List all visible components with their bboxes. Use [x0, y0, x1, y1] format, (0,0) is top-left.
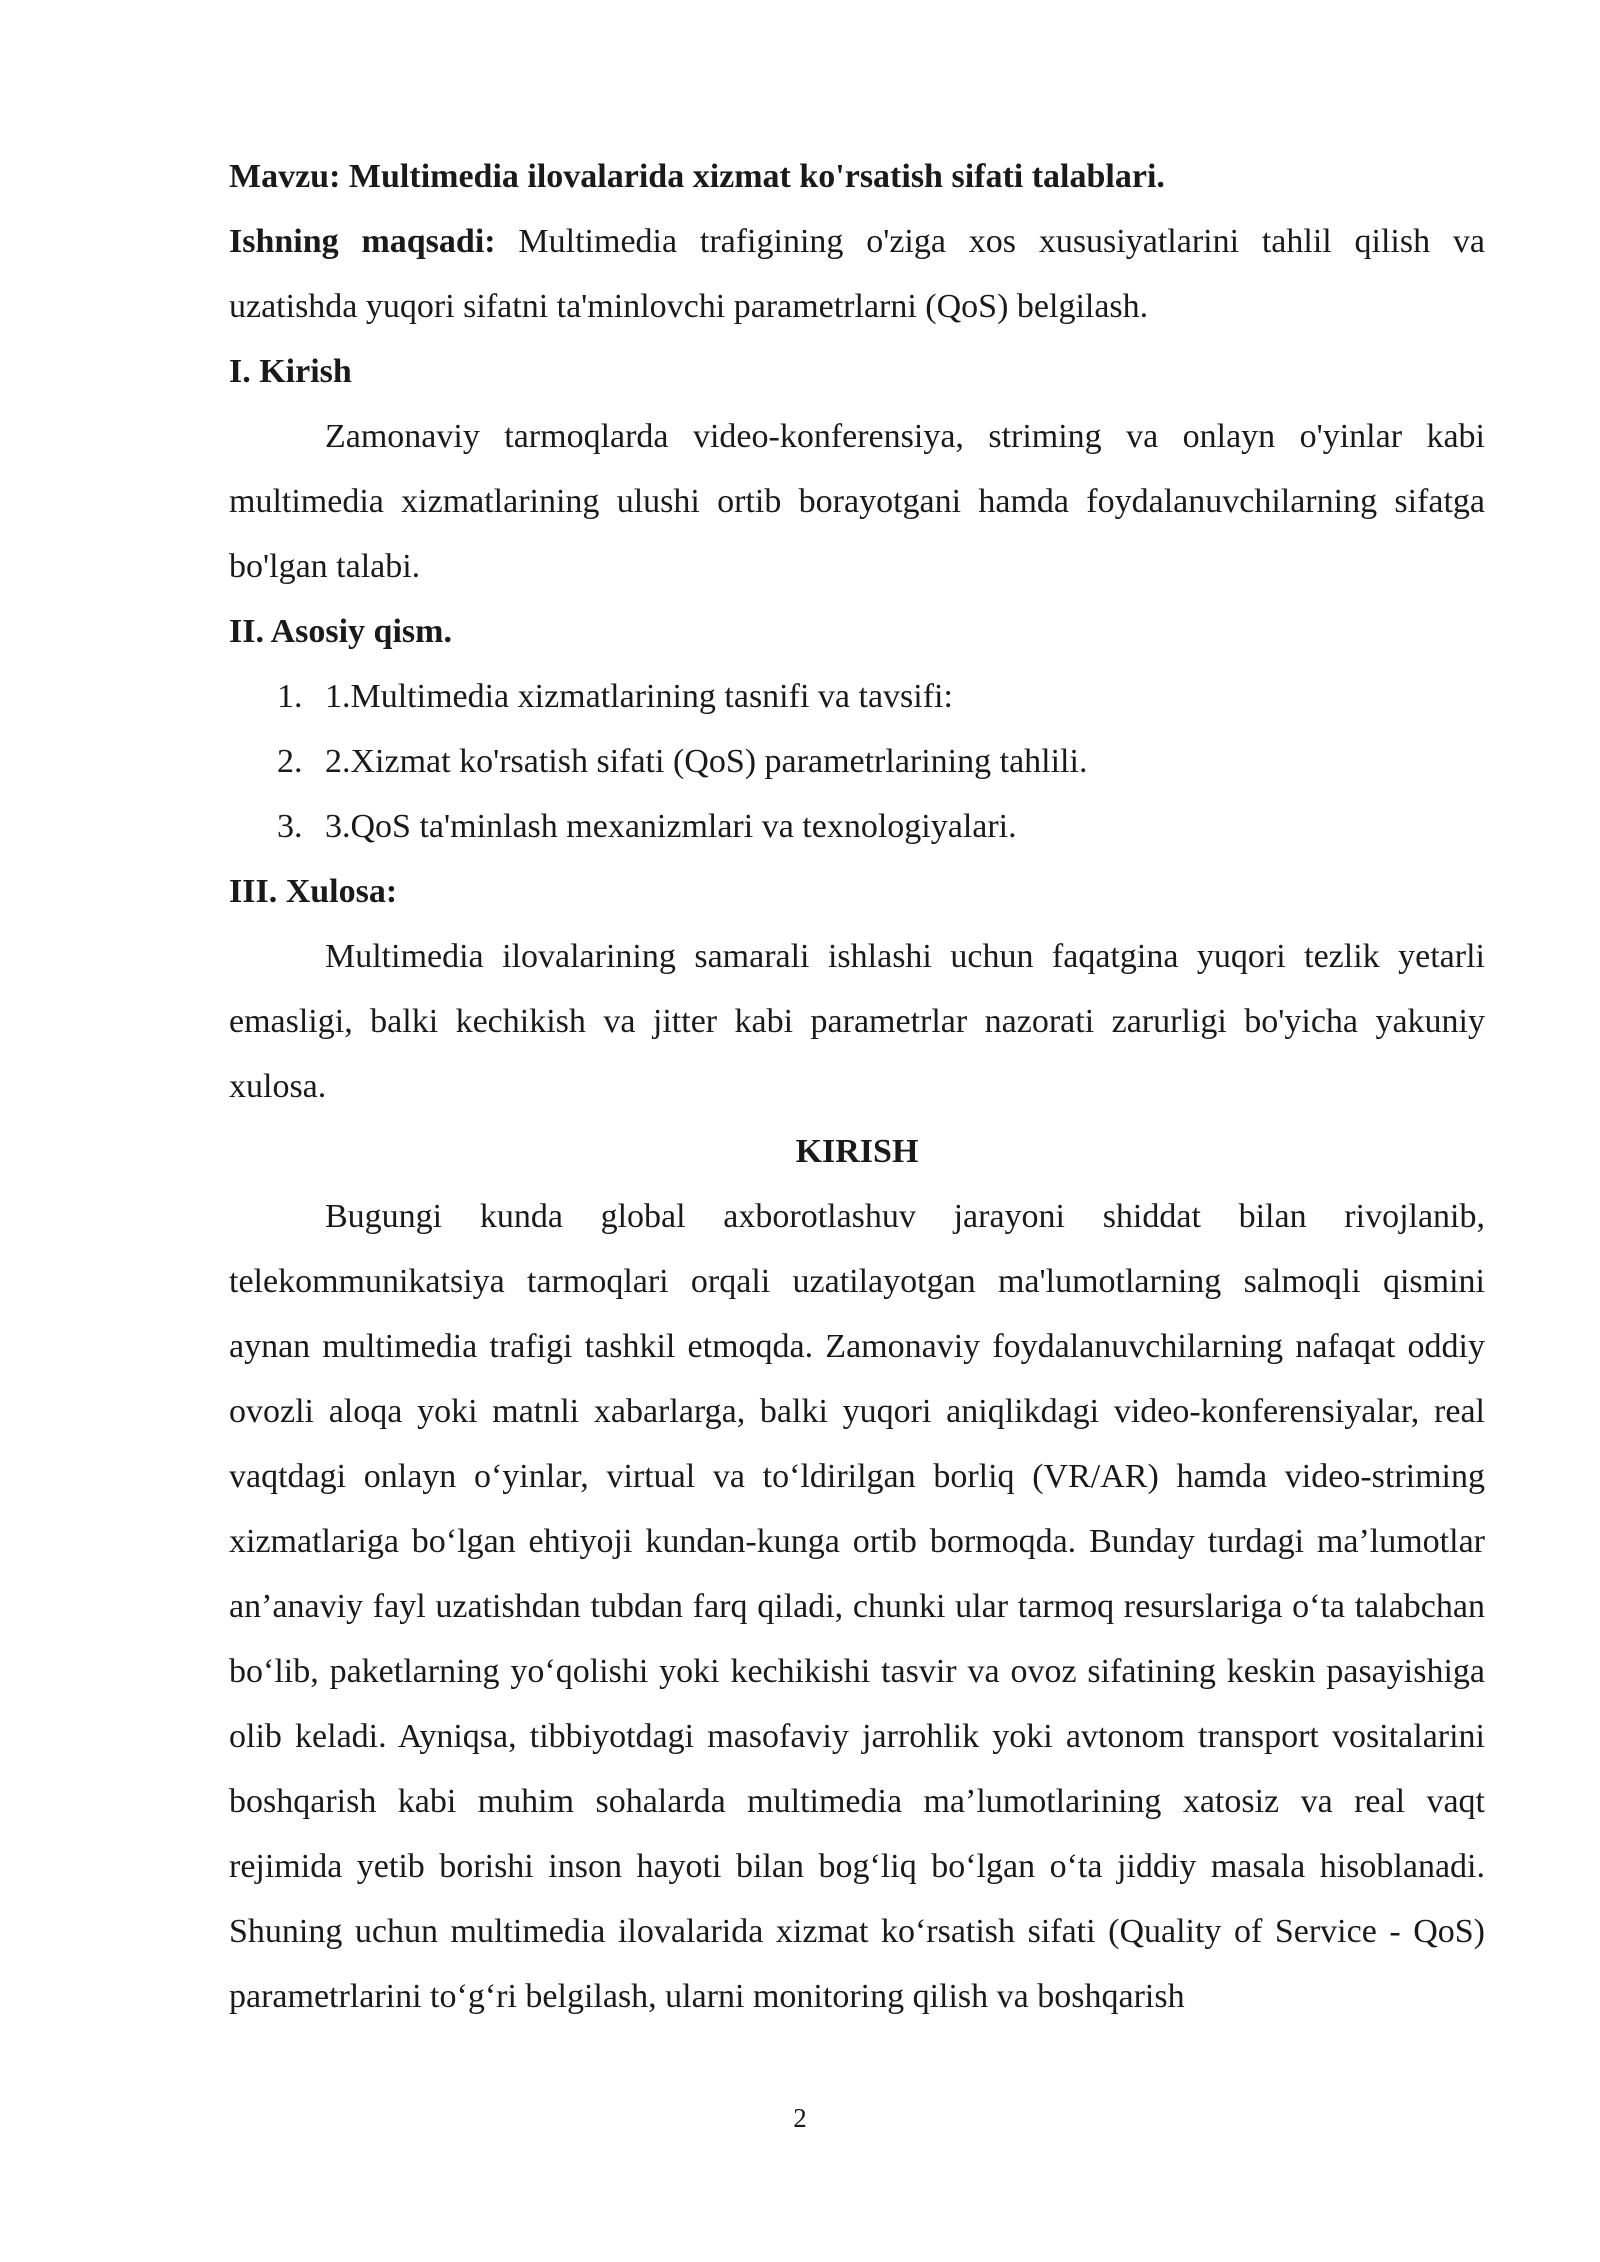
list-item — [229, 729, 1485, 794]
list-item-text: 2.Xizmat ko'rsatish sifati (QoS) parametrlarining tahlili. — [325, 743, 1088, 780]
page-number: 2 — [793, 2103, 807, 2133]
section-title: KIRISH — [795, 1133, 919, 1170]
goal-paragraph — [229, 209, 1485, 339]
list-item-text: 3.QoS ta'minlash mexanizmlari va texnologiyalari. — [325, 808, 1017, 845]
intro-paragraph: Zamonaviy tarmoqlarda video-konferensiya, striming va onlayn o'yinlar kabi multimedia xizmatlarining ulushi ortib borayotgani hamda foydalanuvchilarning sifatga bo'lgan talabi. — [229, 418, 1485, 585]
main-outline-list — [229, 664, 1485, 859]
topic-line — [229, 144, 1485, 209]
main-heading: II. Asosiy qism. — [229, 613, 452, 650]
conclusion-heading: III. Xulosa: — [229, 873, 398, 910]
topic-label: Mavzu: — [229, 158, 341, 195]
list-item-number: 3. — [277, 808, 303, 845]
goal-text: Multimedia trafigining o'ziga xos xususiyatlarini tahlil qilish va uzatishda yuqori sifatni ta'minlovchi parametrlarni (QoS) belgilash. — [229, 223, 1486, 325]
list-item-number: 2. — [277, 743, 303, 780]
list-item-number: 1. — [277, 678, 303, 715]
intro-heading: I. Kirish — [229, 353, 352, 390]
document-page — [229, 144, 1485, 2029]
conclusion-paragraph: Multimedia ilovalarining samarali ishlashi uchun faqatgina yuqori tezlik yetarli emasligi, balki kechikish va jitter kabi parametrlar nazorati zarurligi bo'yicha yakuniy xulosa. — [229, 938, 1485, 1105]
list-item-text: 1.Multimedia xizmatlarining tasnifi va tavsifi: — [325, 678, 953, 715]
list-item — [229, 794, 1485, 859]
list-item — [229, 664, 1485, 729]
section-paragraph: Bugungi kunda global axborotlashuv jarayoni shiddat bilan rivojlanib, telekommunikatsiya tarmoqlari orqali uzatilayotgan ma'lumotlarning salmoqli qismini aynan multimedia trafigi tashkil etmoqda. Zamonaviy foydalanuvchilarning nafaqat oddiy ovozli aloqa yoki matnli xabarlarga, balki yuqori aniqlikdagi video-konferensiyalar, real vaqtdagi onlayn o‘yinlar, virtual va to‘ldirilgan borliq (VR/AR) hamda video-striming xizmatlariga bo‘lgan ehtiyoji kundan-kunga ortib bormoqda. Bunday turdagi ma’lumotlar an’anaviy fayl uzatishdan tubdan farq qiladi, chunki ular tarmoq resurslariga o‘ta talabchan bo‘lib, paketlarning yo‘qolishi yoki kechikishi tasvir va ovoz sifatining keskin pasayishiga olib keladi. Ayniqsa, tibbiyotdagi masofaviy jarrohlik yoki avtonom transport vositalarini boshqarish kabi muhim sohalarda multimedia ma’lumotlarining xatosiz va real vaqt rejimida yetib borishi inson hayoti bilan bog‘liq bo‘lgan o‘ta jiddiy masala hisoblanadi. Shuning uchun multimedia ilovalarida xizmat ko‘rsatish sifati (Quality of Service - QoS) parametrlarini to‘g‘ri belgilash, ularni monitoring qilish va boshqarish — [229, 1198, 1485, 2015]
goal-label: Ishning maqsadi: — [229, 223, 496, 260]
topic-text: Multimedia ilovalarida xizmat ko'rsatish sifati talablari. — [348, 158, 1165, 195]
